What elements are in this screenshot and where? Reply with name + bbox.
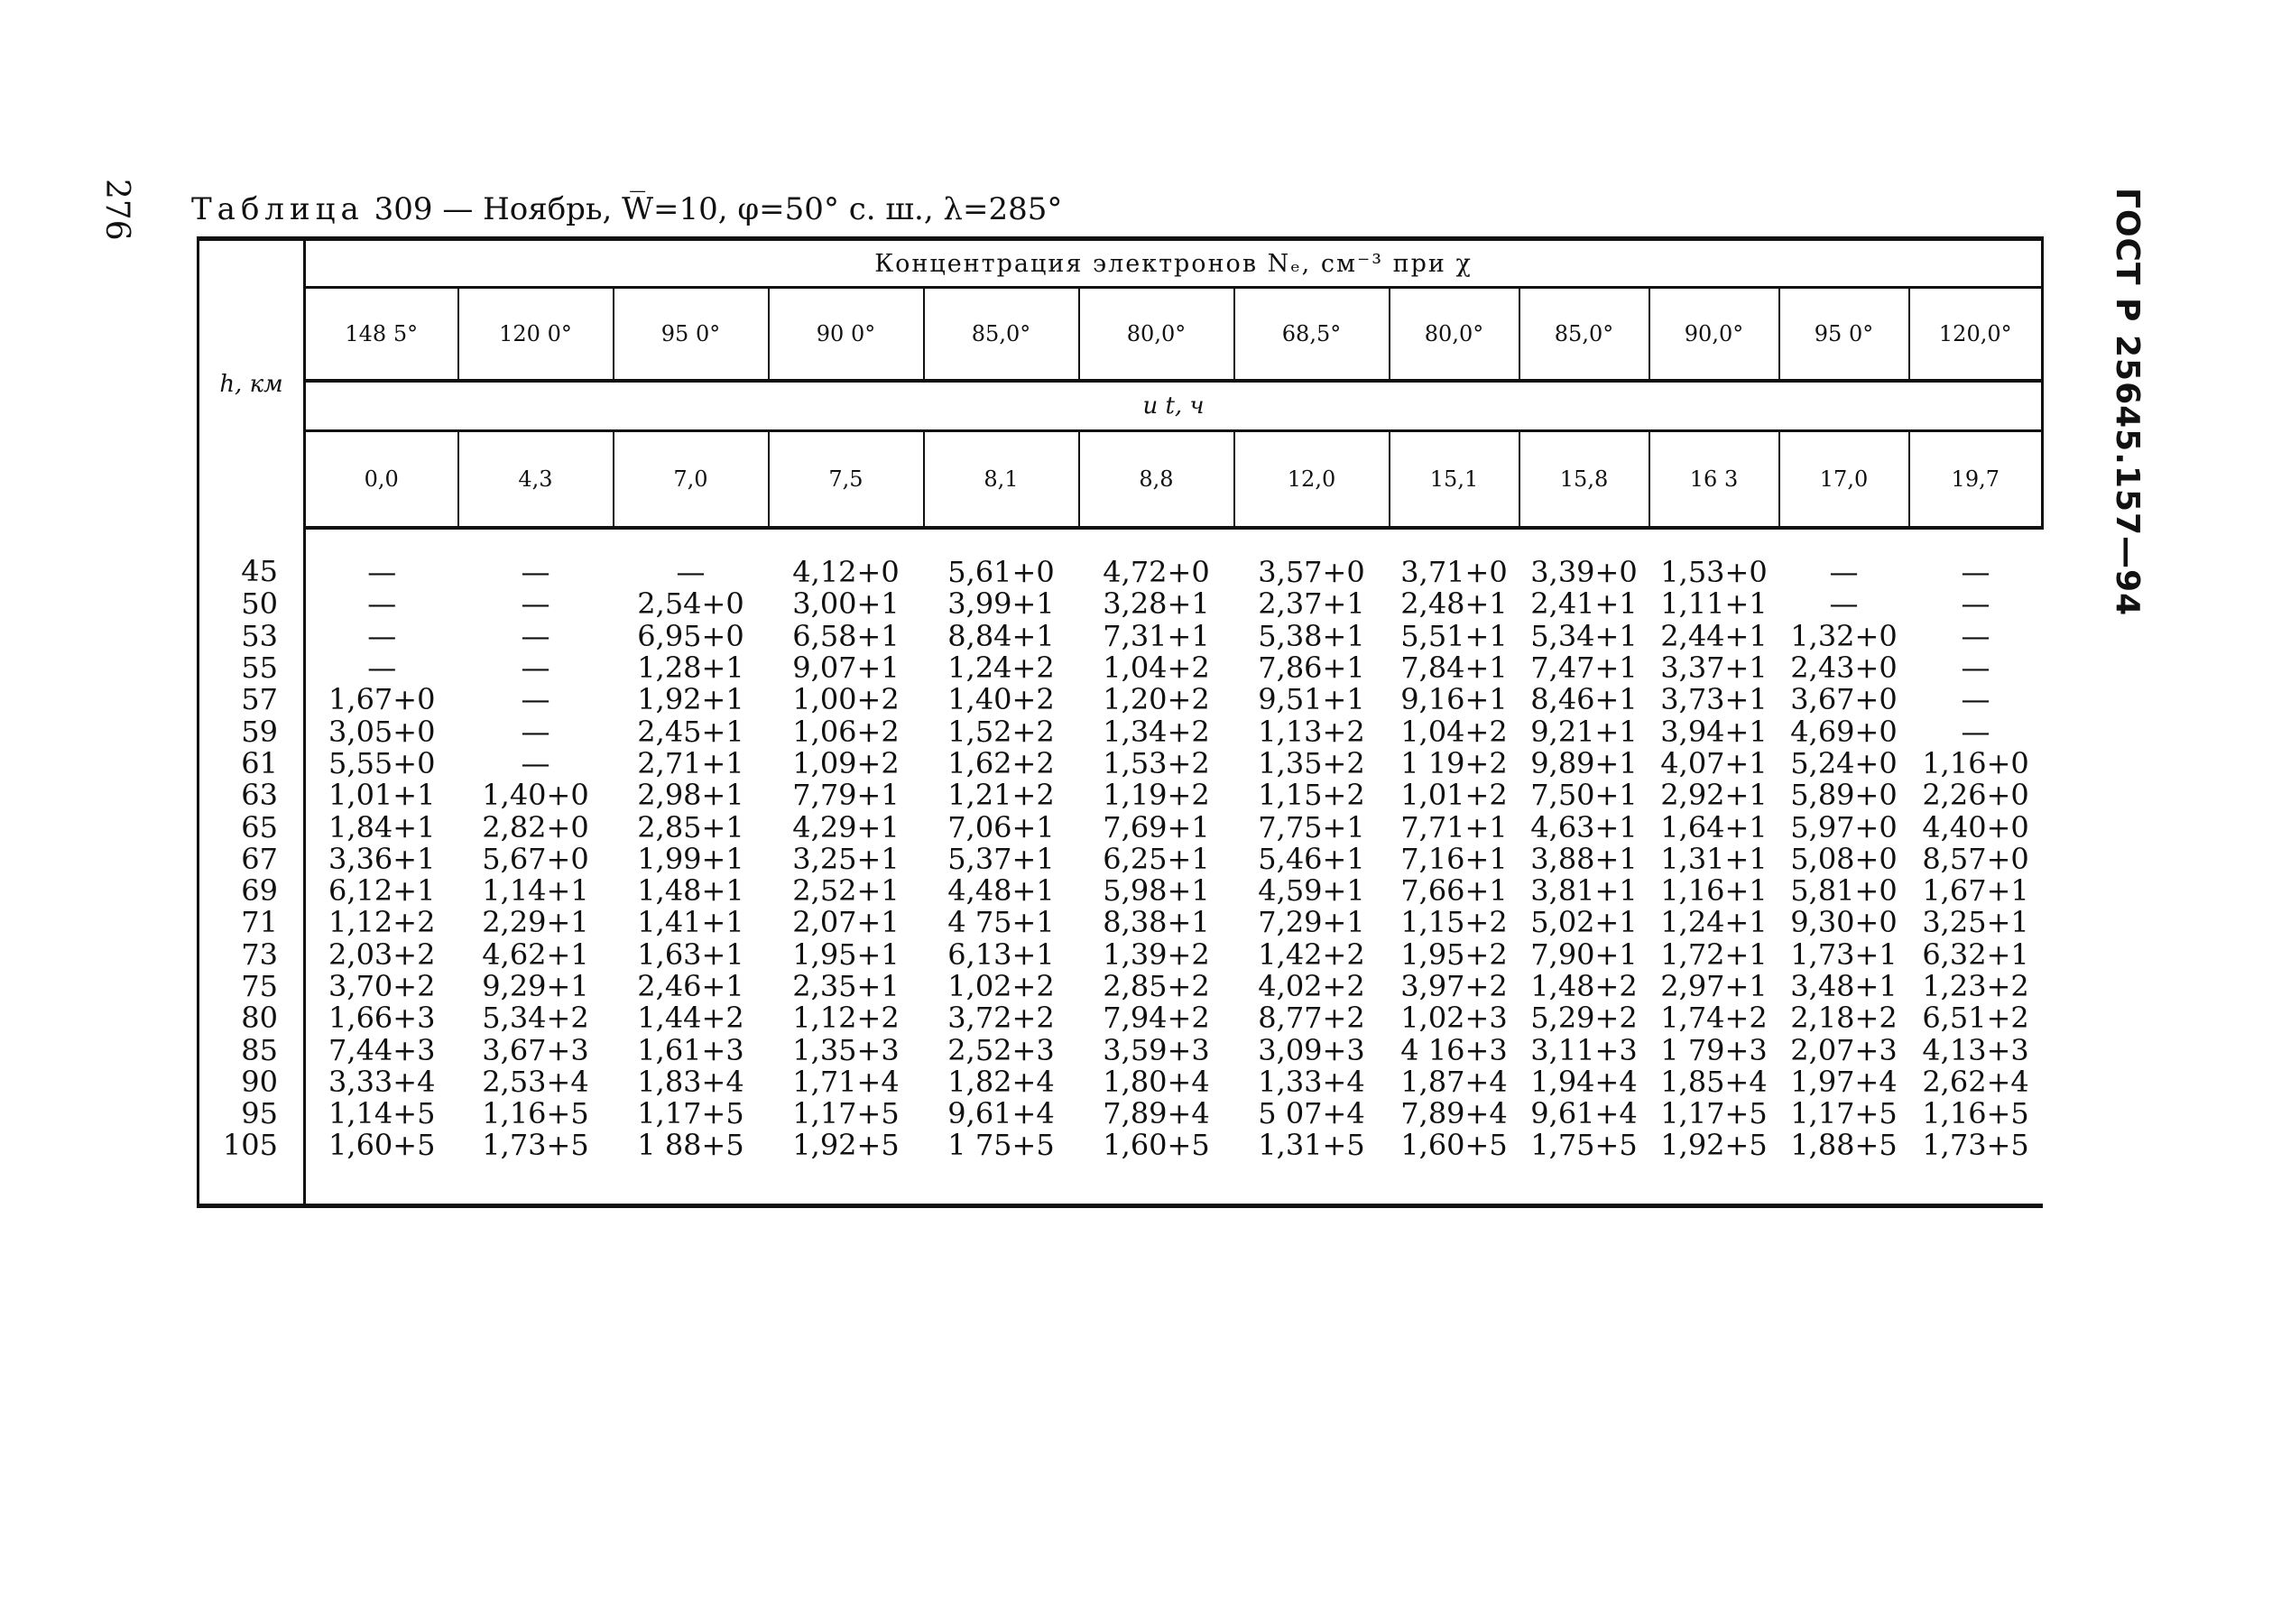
concentration-cell: 1,16+0 <box>1922 745 2029 780</box>
concentration-cell: 1,75+5 <box>1519 1130 1649 1205</box>
concentration-cell: — <box>1961 555 1990 590</box>
concentration-cell: 3,88+1 <box>1530 841 1638 876</box>
table-row <box>199 1066 2043 1098</box>
concentration-cell: 3,33+4 <box>328 1064 436 1099</box>
concentration-cell: 4,13+3 <box>1922 1032 2029 1067</box>
concentration-cell: 1,84+1 <box>328 809 436 844</box>
time-header-cell: 15,1 <box>1390 431 1519 529</box>
concentration-cell: 2,45+1 <box>637 714 744 749</box>
concentration-cell: 2,62+4 <box>1922 1064 2029 1099</box>
time-header-cell: 0,0 <box>305 431 458 529</box>
concentration-cell: 2,18+2 <box>1790 1001 1898 1036</box>
table-row <box>199 1098 2043 1130</box>
concentration-cell: 1,67+0 <box>328 682 436 717</box>
concentration-cell: 1,15+2 <box>1258 778 1365 813</box>
concentration-cell: 2,53+4 <box>482 1064 589 1099</box>
concentration-cell: 1,74+2 <box>1660 1001 1768 1036</box>
concentration-cell: 5,34+1 <box>1530 618 1638 653</box>
concentration-cell: 3,00+1 <box>792 586 900 622</box>
concentration-cell: 1,09+2 <box>792 745 900 780</box>
concentration-cell: 1,92+5 <box>769 1130 924 1205</box>
concentration-cell: 1,17+5 <box>1790 1096 1898 1131</box>
table-row <box>199 748 2043 780</box>
concentration-cell: 9,21+1 <box>1530 714 1638 749</box>
concentration-cell: 7,16+1 <box>1400 841 1508 876</box>
concentration-cell: 7,47+1 <box>1530 651 1638 686</box>
concentration-cell: 1,95+1 <box>792 937 900 972</box>
chi-header-cell: 95 0° <box>614 288 769 382</box>
concentration-cell: 2,44+1 <box>1660 618 1768 653</box>
concentration-cell: 1,80+4 <box>1103 1064 1210 1099</box>
height-cell: 85 <box>199 1034 305 1066</box>
concentration-cell: 1,32+0 <box>1790 618 1898 653</box>
chi-header-cell: 120 0° <box>458 288 614 382</box>
concentration-cell: 1,63+1 <box>637 937 744 972</box>
concentration-cell: 6,58+1 <box>792 618 900 653</box>
concentration-cell: 6,25+1 <box>1103 841 1210 876</box>
concentration-cell: 1,73+1 <box>1790 937 1898 972</box>
concentration-cell: 1,14+1 <box>482 873 589 909</box>
table-row <box>199 684 2043 715</box>
table-caption-text: 309 — Ноябрь, W̅=10, φ=50° с. ш., λ=285° <box>374 191 1063 227</box>
concentration-cell: — <box>367 618 397 653</box>
concentration-cell: 7,50+1 <box>1530 778 1638 813</box>
concentration-cell: 1,88+5 <box>1779 1130 1909 1205</box>
concentration-cell: — <box>1829 586 1859 622</box>
time-header-cell: 19,7 <box>1909 431 2043 529</box>
concentration-cell: 6,12+1 <box>328 873 436 909</box>
concentration-cell: 1,82+4 <box>947 1064 1055 1099</box>
concentration-cell: 1,40+2 <box>947 682 1055 717</box>
concentration-cell: 2,07+3 <box>1790 1032 1898 1067</box>
concentration-cell: 1,92+5 <box>1649 1130 1779 1205</box>
concentration-cell: 3,94+1 <box>1660 714 1768 749</box>
height-cell: 80 <box>199 1002 305 1034</box>
concentration-cell: — <box>1961 586 1990 622</box>
concentration-cell: — <box>1961 714 1990 749</box>
concentration-cell: 9,30+0 <box>1790 905 1898 940</box>
concentration-cell: 2,46+1 <box>637 969 744 1003</box>
concentration-cell: 1,40+0 <box>482 778 589 813</box>
concentration-cell: 4,48+1 <box>947 873 1055 909</box>
concentration-cell: 1,33+4 <box>1258 1064 1365 1099</box>
concentration-cell: 5,81+0 <box>1790 873 1898 909</box>
concentration-cell: 5,67+0 <box>482 841 589 876</box>
concentration-cell: — <box>367 651 397 686</box>
concentration-cell: 7,71+1 <box>1400 809 1508 844</box>
chi-header-cell: 95 0° <box>1779 288 1909 382</box>
time-header-cell: 17,0 <box>1779 431 1909 529</box>
concentration-cell: 2,97+1 <box>1660 969 1768 1003</box>
concentration-cell: 1,85+4 <box>1660 1064 1768 1099</box>
concentration-cell: 5,46+1 <box>1258 841 1365 876</box>
concentration-cell: 2,52+1 <box>792 873 900 909</box>
concentration-cell: 3,67+3 <box>482 1032 589 1067</box>
concentration-cell: 4,69+0 <box>1790 714 1898 749</box>
concentration-cell: 1,35+2 <box>1258 745 1365 780</box>
table-row <box>199 1002 2043 1034</box>
concentration-cell: 8,84+1 <box>947 618 1055 653</box>
concentration-cell: 1,04+2 <box>1400 714 1508 749</box>
concentration-cell: 6,32+1 <box>1922 937 2029 972</box>
concentration-cell: 1,61+3 <box>637 1032 744 1067</box>
concentration-cell: 1,64+1 <box>1660 809 1768 844</box>
concentration-cell: 9,61+4 <box>947 1096 1055 1131</box>
concentration-cell: 1,39+2 <box>1103 937 1210 972</box>
concentration-cell: 5,51+1 <box>1400 618 1508 653</box>
chi-header-cell: 80,0° <box>1390 288 1519 382</box>
concentration-cell: 5 07+4 <box>1258 1096 1365 1131</box>
table-row <box>199 1034 2043 1066</box>
concentration-cell: 5,24+0 <box>1790 745 1898 780</box>
height-cell: 73 <box>199 939 305 971</box>
height-cell: 105 <box>199 1130 305 1205</box>
table-row <box>199 971 2043 1002</box>
concentration-cell: 2,98+1 <box>637 778 744 813</box>
chi-header-cell: 85,0° <box>1519 288 1649 382</box>
concentration-cell: 1,01+2 <box>1400 778 1508 813</box>
height-cell: 59 <box>199 715 305 747</box>
concentration-cell: 1,97+4 <box>1790 1064 1898 1099</box>
concentration-cell: 1,60+5 <box>1390 1130 1519 1205</box>
concentration-cell: 3,09+3 <box>1258 1032 1365 1067</box>
concentration-cell: 1,00+2 <box>792 682 900 717</box>
concentration-cell: 1,42+2 <box>1258 937 1365 972</box>
concentration-cell: 7,86+1 <box>1258 651 1365 686</box>
concentration-cell: 3,59+3 <box>1103 1032 1210 1067</box>
concentration-cell: 1,92+1 <box>637 682 744 717</box>
concentration-cell: — <box>521 586 550 622</box>
concentration-cell: 4,59+1 <box>1258 873 1365 909</box>
concentration-cell: 6,13+1 <box>947 937 1055 972</box>
page-number: 276 <box>98 179 135 241</box>
concentration-cell: 1,21+2 <box>947 778 1055 813</box>
chi-header-cell: 68,5° <box>1234 288 1390 382</box>
concentration-cell: 2,41+1 <box>1530 586 1638 622</box>
concentration-cell: 7,84+1 <box>1400 651 1508 686</box>
concentration-cell: 1,02+2 <box>947 969 1055 1003</box>
table-row <box>199 652 2043 684</box>
concentration-cell: 1,72+1 <box>1660 937 1768 972</box>
concentration-cell: 1,24+2 <box>947 651 1055 686</box>
concentration-cell: 1,62+2 <box>947 745 1055 780</box>
concentration-cell: 9,07+1 <box>792 651 900 686</box>
table-row <box>199 588 2043 620</box>
concentration-cell: 4,72+0 <box>1103 555 1210 590</box>
concentration-cell: 1,17+5 <box>1660 1096 1768 1131</box>
concentration-cell: 3,11+3 <box>1530 1032 1638 1067</box>
concentration-cell: 1,48+2 <box>1530 969 1638 1003</box>
height-cell: 57 <box>199 684 305 715</box>
concentration-cell: 4,63+1 <box>1530 809 1638 844</box>
concentration-cell: 2,29+1 <box>482 905 589 940</box>
concentration-cell: 1,35+3 <box>792 1032 900 1067</box>
concentration-cell: 3,37+1 <box>1660 651 1768 686</box>
concentration-cell: 2,03+2 <box>328 937 436 972</box>
concentration-cell: — <box>367 555 397 590</box>
concentration-cell: 2,37+1 <box>1258 586 1365 622</box>
concentration-cell: 3,81+1 <box>1530 873 1638 909</box>
concentration-cell: — <box>521 745 550 780</box>
table-row <box>199 907 2043 938</box>
time-header-cell: 16 3 <box>1649 431 1779 529</box>
height-cell: 65 <box>199 811 305 843</box>
time-header-cell: 8,1 <box>924 431 1079 529</box>
concentration-cell: 1 79+3 <box>1660 1032 1768 1067</box>
concentration-cell: 1,16+5 <box>1922 1096 2029 1131</box>
concentration-cell: 1,95+2 <box>1400 937 1508 972</box>
time-header-cell: 8,8 <box>1079 431 1234 529</box>
concentration-cell: 1,02+3 <box>1400 1001 1508 1036</box>
concentration-cell: 1,12+2 <box>328 905 436 940</box>
concentration-cell: 3,73+1 <box>1660 682 1768 717</box>
concentration-cell: 5,55+0 <box>328 745 436 780</box>
concentration-cell: 1,87+4 <box>1400 1064 1508 1099</box>
concentration-cell: 1,73+5 <box>458 1130 614 1205</box>
table-row <box>199 528 2043 588</box>
concentration-cell: — <box>1829 555 1859 590</box>
concentration-cell: 1,53+0 <box>1660 555 1768 590</box>
concentration-cell: 1,34+2 <box>1103 714 1210 749</box>
concentration-cell: 5,97+0 <box>1790 809 1898 844</box>
concentration-cell: — <box>676 555 706 590</box>
height-cell: 45 <box>199 528 305 588</box>
concentration-cell: 1,15+2 <box>1400 905 1508 940</box>
concentration-cell: 3,70+2 <box>328 969 436 1003</box>
concentration-cell: 5,61+0 <box>947 555 1055 590</box>
height-cell: 71 <box>199 907 305 938</box>
concentration-cell: 7,44+3 <box>328 1032 436 1067</box>
concentration-cell: 7,66+1 <box>1400 873 1508 909</box>
concentration-cell: 3,99+1 <box>947 586 1055 622</box>
concentration-cell: 7,79+1 <box>792 778 900 813</box>
concentration-cell: 9,61+4 <box>1530 1096 1638 1131</box>
height-column-header: h, км <box>199 239 305 529</box>
concentration-cell: — <box>521 714 550 749</box>
concentration-cell: 2,52+3 <box>947 1032 1055 1067</box>
concentration-cell: 3,25+1 <box>792 841 900 876</box>
concentration-cell: — <box>1961 682 1990 717</box>
concentration-cell: 7,90+1 <box>1530 937 1638 972</box>
table-row <box>199 811 2043 843</box>
concentration-cell: 7,89+4 <box>1103 1096 1210 1131</box>
height-cell: 53 <box>199 621 305 652</box>
concentration-cell: 1,52+2 <box>947 714 1055 749</box>
concentration-cell: 8,77+2 <box>1258 1001 1365 1036</box>
concentration-cell: 2,48+1 <box>1400 586 1508 622</box>
height-cell: 75 <box>199 971 305 1002</box>
chi-header-cell: 85,0° <box>924 288 1079 382</box>
concentration-cell: 4,62+1 <box>482 937 589 972</box>
concentration-cell: 2,85+1 <box>637 809 744 844</box>
concentration-cell: 2,92+1 <box>1660 778 1768 813</box>
concentration-cell: 6,51+2 <box>1922 1001 2029 1036</box>
concentration-cell: 7,75+1 <box>1258 809 1365 844</box>
concentration-cell: 1,83+4 <box>637 1064 744 1099</box>
table-row <box>199 715 2043 747</box>
concentration-cell: 3,36+1 <box>328 841 436 876</box>
concentration-cell: 1,99+1 <box>637 841 744 876</box>
chi-header-cell: 90,0° <box>1649 288 1779 382</box>
concentration-cell: 1,16+5 <box>482 1096 589 1131</box>
concentration-cell: 2,26+0 <box>1922 778 2029 813</box>
concentration-cell: 4,07+1 <box>1660 745 1768 780</box>
concentration-cell: 9,16+1 <box>1400 682 1508 717</box>
concentration-cell: 5,08+0 <box>1790 841 1898 876</box>
concentration-cell: — <box>521 555 550 590</box>
time-group-header: и t, ч <box>305 381 2043 431</box>
concentration-cell: 3,28+1 <box>1103 586 1210 622</box>
height-cell: 67 <box>199 844 305 875</box>
concentration-cell: 3,48+1 <box>1790 969 1898 1003</box>
concentration-cell: 1,31+5 <box>1234 1130 1390 1205</box>
table-row <box>199 939 2043 971</box>
concentration-cell: 1,60+5 <box>1079 1130 1234 1205</box>
concentration-cell: 1,19+2 <box>1103 778 1210 813</box>
chi-group-header: Концентрация электронов Nₑ, см⁻³ при χ <box>305 239 2043 288</box>
table-row <box>199 780 2043 811</box>
concentration-cell: 3,71+0 <box>1400 555 1508 590</box>
chi-header-cell: 80,0° <box>1079 288 1234 382</box>
concentration-cell: 1,12+2 <box>792 1001 900 1036</box>
time-header-cell: 12,0 <box>1234 431 1390 529</box>
concentration-cell: 8,38+1 <box>1103 905 1210 940</box>
concentration-cell: 1 19+2 <box>1400 745 1508 780</box>
concentration-cell: 4,40+0 <box>1922 809 2029 844</box>
concentration-cell: 1,01+1 <box>328 778 436 813</box>
concentration-cell: 5,38+1 <box>1258 618 1365 653</box>
concentration-cell: 2,07+1 <box>792 905 900 940</box>
concentration-cell: 8,46+1 <box>1530 682 1638 717</box>
height-cell: 50 <box>199 588 305 620</box>
time-header-cell: 7,0 <box>614 431 769 529</box>
concentration-cell: — <box>521 651 550 686</box>
concentration-cell: 1 88+5 <box>614 1130 769 1205</box>
concentration-cell: 5,34+2 <box>482 1001 589 1036</box>
concentration-cell: 2,54+0 <box>637 586 744 622</box>
chi-header-cell: 120,0° <box>1909 288 2043 382</box>
concentration-cell: 8,57+0 <box>1922 841 2029 876</box>
concentration-cell: 2,35+1 <box>792 969 900 1003</box>
concentration-cell: 1,60+5 <box>305 1130 458 1205</box>
concentration-cell: 1,23+2 <box>1922 969 2029 1003</box>
concentration-cell: 1,31+1 <box>1660 841 1768 876</box>
time-header-cell: 7,5 <box>769 431 924 529</box>
concentration-cell: 1,24+1 <box>1660 905 1768 940</box>
time-header-cell: 15,8 <box>1519 431 1649 529</box>
concentration-cell: 1,44+2 <box>637 1001 744 1036</box>
height-cell: 90 <box>199 1066 305 1098</box>
concentration-cell: 2,82+0 <box>482 809 589 844</box>
concentration-cell: 1,20+2 <box>1103 682 1210 717</box>
concentration-cell: 1,67+1 <box>1922 873 2029 909</box>
concentration-cell: 1,14+5 <box>328 1096 436 1131</box>
chi-header-cell: 148 5° <box>305 288 458 382</box>
concentration-cell: 1,41+1 <box>637 905 744 940</box>
concentration-cell: 2,85+2 <box>1103 969 1210 1003</box>
concentration-cell: — <box>521 618 550 653</box>
concentration-cell: 1,71+4 <box>792 1064 900 1099</box>
concentration-cell: 3,72+2 <box>947 1001 1055 1036</box>
concentration-cell: 7,94+2 <box>1103 1001 1210 1036</box>
concentration-cell: 7,89+4 <box>1400 1096 1508 1131</box>
table-row <box>199 621 2043 652</box>
concentration-cell: 1,16+1 <box>1660 873 1768 909</box>
concentration-cell: 6,95+0 <box>637 618 744 653</box>
electron-concentration-table <box>197 236 2044 1208</box>
concentration-cell: 5,98+1 <box>1103 873 1210 909</box>
concentration-cell: 1,06+2 <box>792 714 900 749</box>
concentration-cell: — <box>521 682 550 717</box>
concentration-cell: 3,39+0 <box>1530 555 1638 590</box>
concentration-cell: 1,53+2 <box>1103 745 1210 780</box>
concentration-cell: 2,71+1 <box>637 745 744 780</box>
concentration-cell: 3,57+0 <box>1258 555 1365 590</box>
table-row <box>199 875 2043 907</box>
concentration-cell: — <box>367 586 397 622</box>
concentration-cell: 7,06+1 <box>947 809 1055 844</box>
concentration-cell: 1,17+5 <box>792 1096 900 1131</box>
concentration-cell: 1,73+5 <box>1909 1130 2043 1205</box>
concentration-cell: 4,29+1 <box>792 809 900 844</box>
chi-header-cell: 90 0° <box>769 288 924 382</box>
time-header-cell: 4,3 <box>458 431 614 529</box>
concentration-cell: 1,11+1 <box>1660 586 1768 622</box>
concentration-cell: 3,97+2 <box>1400 969 1508 1003</box>
height-cell: 95 <box>199 1098 305 1130</box>
concentration-cell: 4,02+2 <box>1258 969 1365 1003</box>
concentration-cell: 1,48+1 <box>637 873 744 909</box>
concentration-cell: 5,89+0 <box>1790 778 1898 813</box>
height-cell: 61 <box>199 748 305 780</box>
concentration-cell: 1 75+5 <box>924 1130 1079 1205</box>
table-caption <box>191 191 1062 227</box>
concentration-cell: 2,43+0 <box>1790 651 1898 686</box>
concentration-cell: 5,37+1 <box>947 841 1055 876</box>
concentration-cell: 1,04+2 <box>1103 651 1210 686</box>
concentration-cell: 7,29+1 <box>1258 905 1365 940</box>
concentration-cell: 5,02+1 <box>1530 905 1638 940</box>
table-row <box>199 1130 2043 1205</box>
concentration-cell: 1,17+5 <box>637 1096 744 1131</box>
concentration-cell: 4,12+0 <box>792 555 900 590</box>
concentration-cell: 7,31+1 <box>1103 618 1210 653</box>
concentration-cell: 3,25+1 <box>1922 905 2029 940</box>
concentration-cell: 5,29+2 <box>1530 1001 1638 1036</box>
concentration-cell: 9,51+1 <box>1258 682 1365 717</box>
concentration-cell: 3,67+0 <box>1790 682 1898 717</box>
concentration-cell: — <box>1961 651 1990 686</box>
concentration-cell: 1,94+4 <box>1530 1064 1638 1099</box>
concentration-cell: — <box>1961 618 1990 653</box>
concentration-cell: 9,89+1 <box>1530 745 1638 780</box>
height-cell: 55 <box>199 652 305 684</box>
height-cell: 63 <box>199 780 305 811</box>
concentration-cell: 1,66+3 <box>328 1001 436 1036</box>
table-caption-label: Таблица <box>191 191 365 227</box>
table-row <box>199 844 2043 875</box>
concentration-cell: 1,28+1 <box>637 651 744 686</box>
standard-designation: ГОСТ Р 25645.157—94 <box>2109 188 2146 617</box>
concentration-cell: 1,13+2 <box>1258 714 1365 749</box>
concentration-cell: 4 75+1 <box>947 905 1055 940</box>
concentration-cell: 9,29+1 <box>482 969 589 1003</box>
concentration-cell: 3,05+0 <box>328 714 436 749</box>
height-cell: 69 <box>199 875 305 907</box>
concentration-cell: 4 16+3 <box>1400 1032 1508 1067</box>
concentration-cell: 7,69+1 <box>1103 809 1210 844</box>
